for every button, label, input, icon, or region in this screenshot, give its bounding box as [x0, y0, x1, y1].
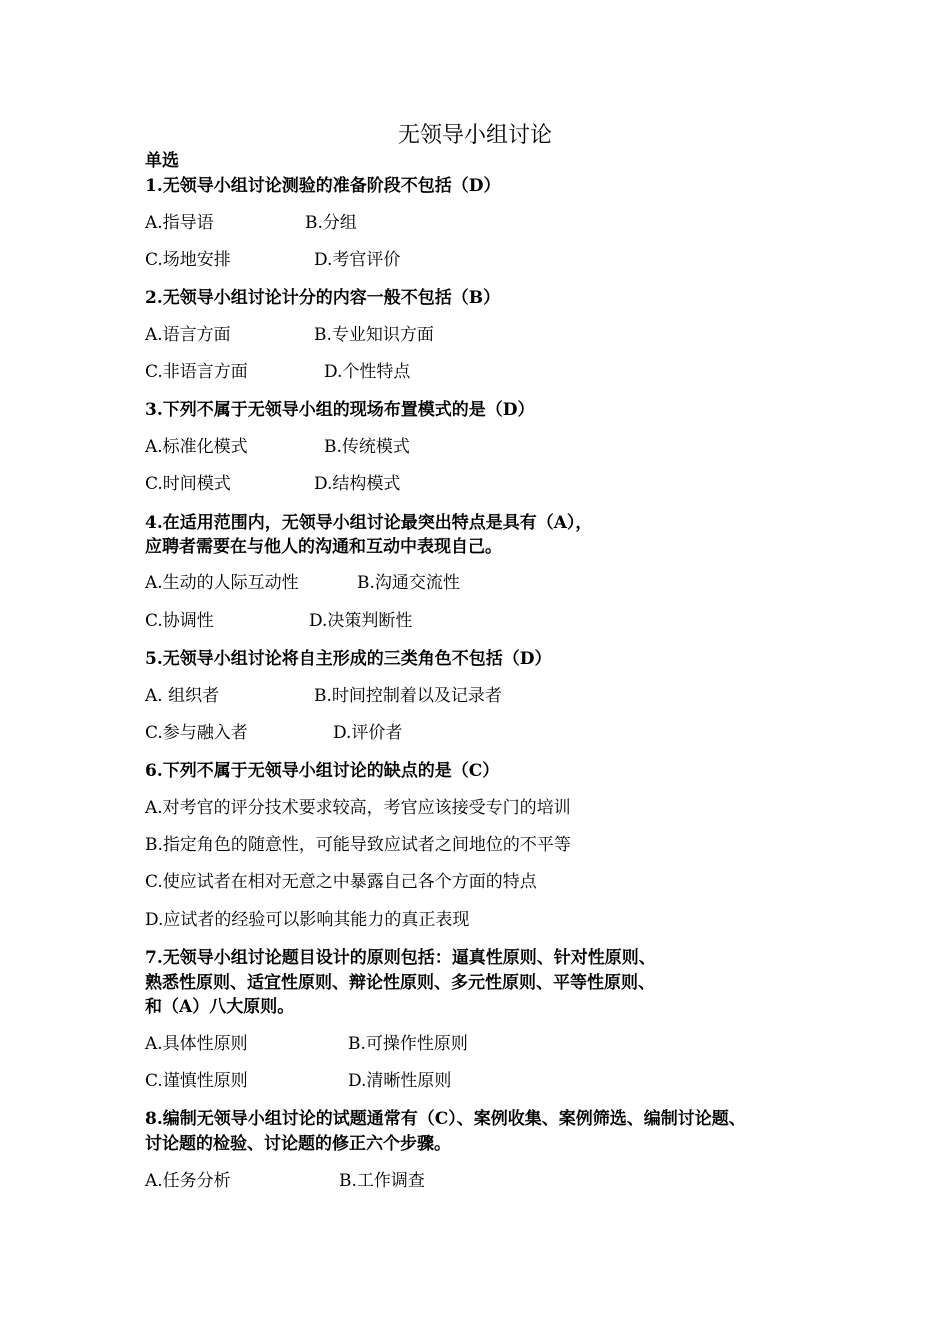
section-heading: 单选: [145, 151, 179, 171]
q7-option-d: D.清晰性原则: [348, 1071, 452, 1091]
question-7-text-line-2: 熟悉性原则、适宜性原则、辩论性原则、多元性原则、平等性原则、: [145, 973, 655, 993]
q7-option-c: C.谨慎性原则: [145, 1071, 248, 1091]
question-2-text: 2.无领导小组讨论计分的内容一般不包括（B）: [145, 288, 501, 308]
q8-option-b: B.工作调查: [339, 1171, 425, 1191]
document-title: 无领导小组讨论: [397, 123, 552, 148]
q8-option-a: A.任务分析: [145, 1171, 231, 1191]
question-4-text-line-1: 4.在适用范围内，无领导小组讨论最突出特点是具有（A），: [145, 513, 593, 533]
q4-option-a: A.生动的人际互动性: [145, 573, 299, 593]
q5-option-b: B.时间控制着以及记录者: [314, 686, 502, 706]
q7-option-a: A.具体性原则: [145, 1034, 248, 1054]
q1-option-c: C.场地安排: [145, 250, 231, 270]
q3-option-d: D.结构模式: [314, 474, 401, 494]
q1-option-b: B.分组: [305, 213, 357, 233]
q5-option-d: D.评价者: [333, 723, 403, 743]
question-7-text-line-1: 7.无领导小组讨论题目设计的原则包括：逼真性原则、针对性原则、: [145, 948, 656, 968]
question-4-text-line-2: 应聘者需要在与他人的沟通和互动中表现自己。: [145, 537, 502, 557]
q3-option-a: A.标准化模式: [145, 437, 248, 457]
q1-option-d: D.考官评价: [314, 250, 401, 270]
q4-option-b: B.沟通交流性: [357, 573, 460, 593]
question-5-text: 5.无领导小组讨论将自主形成的三类角色不包括（D）: [145, 649, 552, 669]
q2-option-a: A.语言方面: [145, 325, 231, 345]
q2-option-b: B.专业知识方面: [314, 325, 434, 345]
q1-option-a: A.指导语: [145, 213, 214, 233]
question-8-text-line-1: 8.编制无领导小组讨论的试题通常有（C）、案例收集、案例筛选、编制讨论题、: [145, 1109, 746, 1129]
q2-option-d: D.个性特点: [324, 362, 411, 382]
question-6-text: 6.下列不属于无领导小组讨论的缺点的是（C）: [145, 761, 500, 781]
q3-option-c: C.时间模式: [145, 474, 231, 494]
q6-option-c: C.使应试者在相对无意之中暴露自己各个方面的特点: [145, 872, 537, 892]
q2-option-c: C.非语言方面: [145, 362, 248, 382]
q4-option-c: C.协调性: [145, 611, 214, 631]
q7-option-b: B.可操作性原则: [348, 1034, 468, 1054]
question-7-text-line-3: 和（A）八大原则。: [145, 997, 295, 1017]
q5-option-a: A. 组织者: [145, 686, 220, 706]
q6-option-d: D.应试者的经验可以影响其能力的真正表现: [145, 910, 470, 930]
question-1-text: 1.无领导小组讨论测验的准备阶段不包括（D）: [145, 176, 501, 196]
q6-option-b: B.指定角色的随意性，可能导致应试者之间地位的不平等: [145, 835, 571, 855]
question-8-text-line-2: 讨论题的检验、讨论题的修正六个步骤。: [145, 1134, 451, 1154]
q5-option-c: C.参与融入者: [145, 723, 248, 743]
q3-option-b: B.传统模式: [324, 437, 410, 457]
q4-option-d: D.决策判断性: [309, 611, 413, 631]
q6-option-a: A.对考官的评分技术要求较高，考官应该接受专门的培训: [145, 798, 571, 818]
question-3-text: 3.下列不属于无领导小组的现场布置模式的是（D）: [145, 400, 535, 420]
